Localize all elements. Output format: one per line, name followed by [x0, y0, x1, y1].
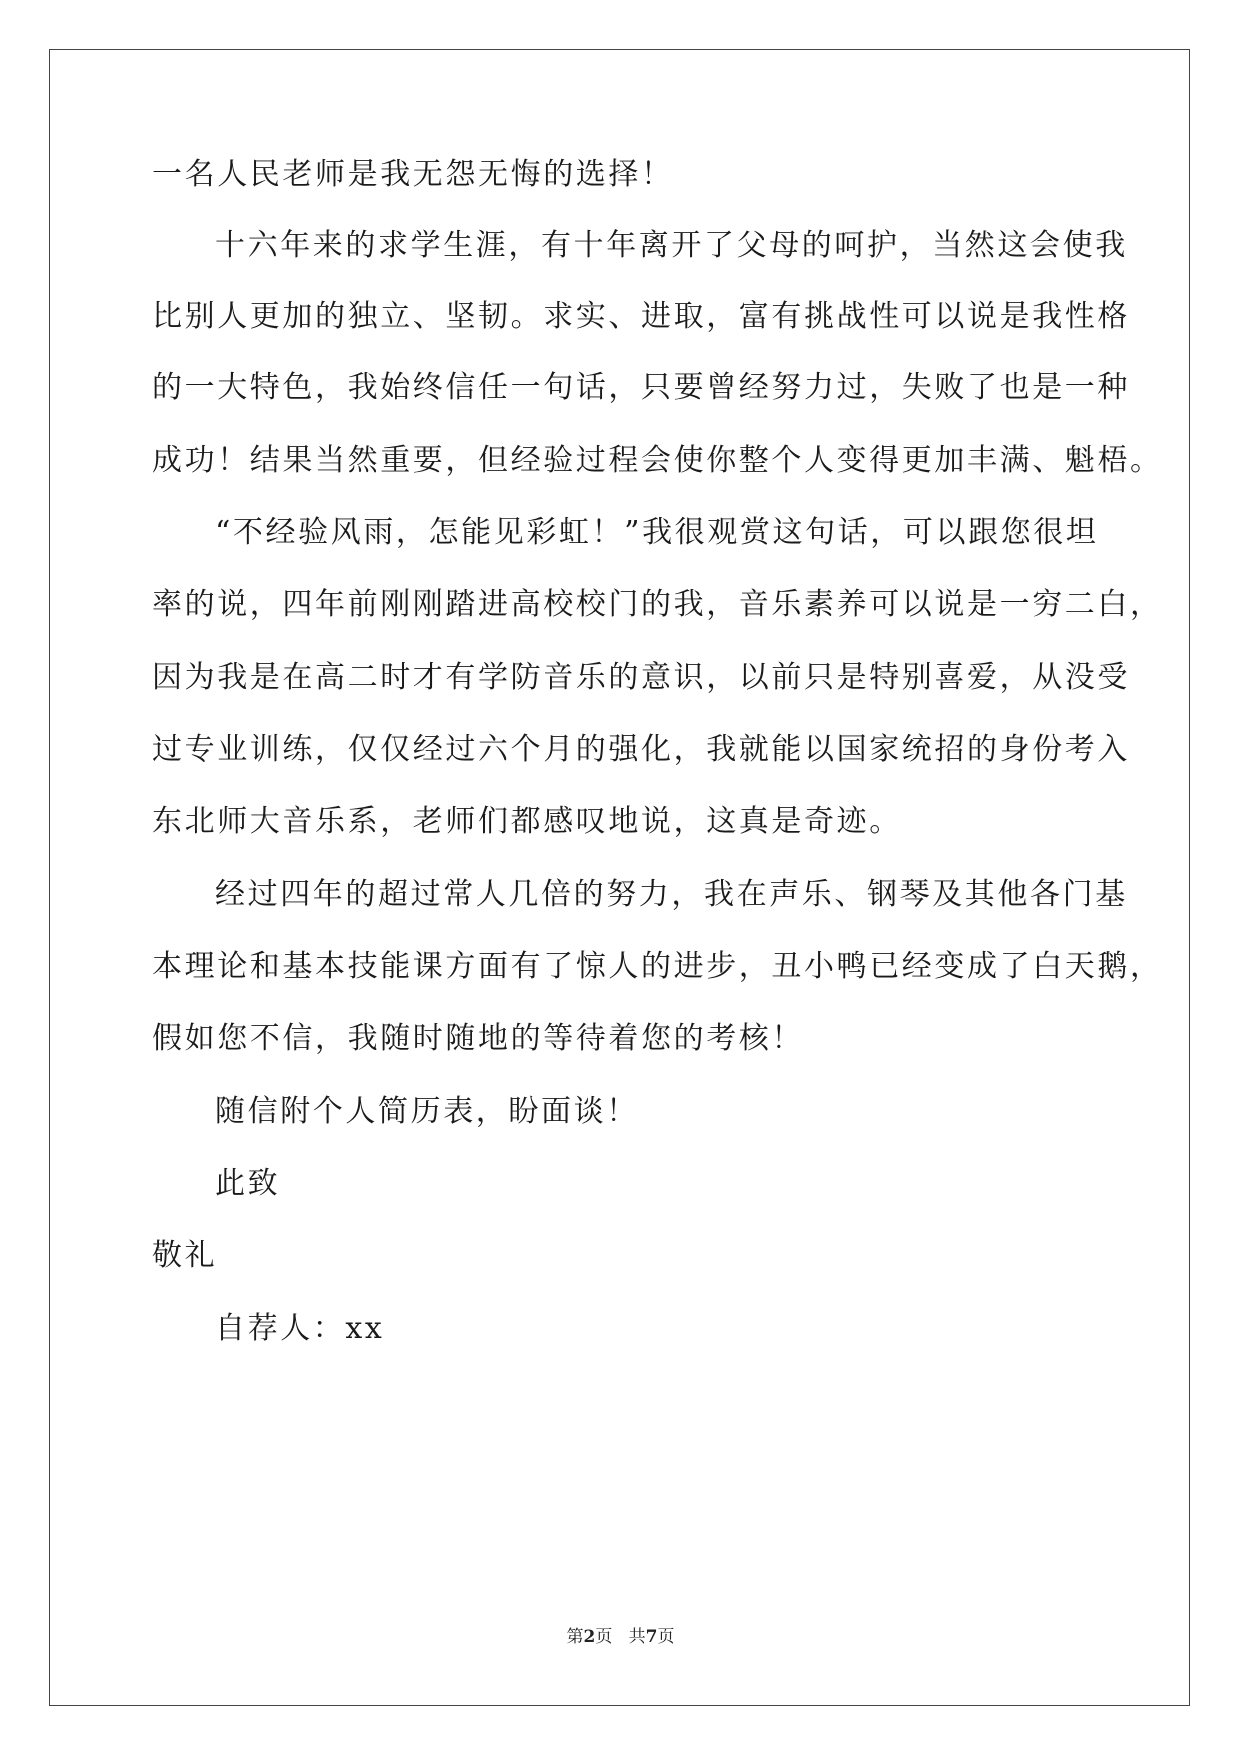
footer-prefix: 第 [566, 1627, 584, 1647]
closing-line: 随信附个人简历表，盼面谈！ [215, 1094, 639, 1129]
body-line-10: 东北师大音乐系，老师们都感叹地说，这真是奇迹。 [152, 804, 902, 839]
body-line-8: 因为我是在高二时才有学防音乐的意识，以前只是特别喜爱，从没受 [152, 660, 1130, 695]
signature-line: 自荐人：xx [215, 1311, 385, 1346]
body-line-13: 假如您不信，我随时随地的等待着您的考核！ [152, 1021, 804, 1056]
body-line-3: 比别人更加的独立、坚韧。求实、进取，富有挑战性可以说是我性格 [152, 299, 1130, 334]
salutation-line: 此致 [215, 1166, 281, 1201]
body-line-1: 一名人民老师是我无怨无悔的选择！ [152, 157, 674, 192]
footer-total-suffix: 页 [657, 1627, 675, 1647]
footer-total-prefix: 共 [628, 1627, 646, 1647]
footer-total-pages: 7 [645, 1627, 658, 1647]
footer-page-number: 2 [583, 1627, 596, 1647]
body-line-12: 本理论和基本技能课方面有了惊人的进步，丑小鸭已经变成了白天鹅， [152, 949, 1163, 984]
body-line-4: 的一大特色，我始终信任一句话，只要曾经努力过，失败了也是一种 [152, 370, 1130, 405]
footer-page-suffix: 页 [595, 1627, 613, 1647]
page-footer [0, 1626, 1241, 1648]
body-line-2: 十六年来的求学生涯，有十年离开了父母的呵护，当然这会使我 [215, 228, 1128, 263]
body-line-9: 过专业训练，仅仅经过六个月的强化，我就能以国家统招的身份考入 [152, 732, 1130, 767]
body-line-6: “不经验风雨，怎能见彩虹！”我很观赏这句话，可以跟您很坦 [215, 515, 1099, 550]
body-line-11: 经过四年的超过常人几倍的努力，我在声乐、钢琴及其他各门基 [215, 877, 1128, 912]
body-line-7: 率的说，四年前刚刚踏进高校校门的我，音乐素养可以说是一穷二白， [152, 587, 1163, 622]
regards-line: 敬礼 [152, 1238, 218, 1273]
body-line-5: 成功！结果当然重要，但经验过程会使你整个人变得更加丰满、魁梧。 [152, 443, 1163, 478]
